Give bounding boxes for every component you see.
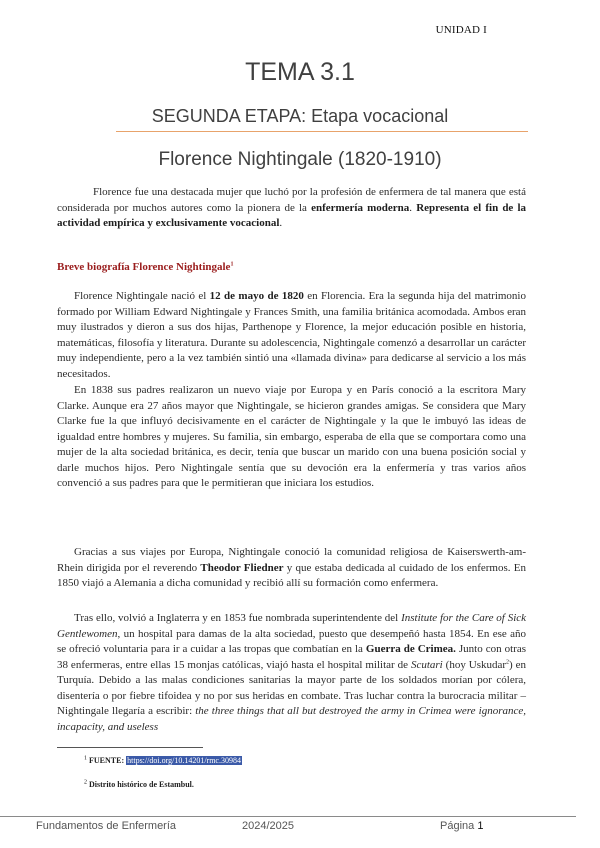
unit-header: UNIDAD I (435, 24, 487, 36)
page-number: 1 (477, 820, 484, 832)
paragraph-crimea: Tras ello, volvió a Inglaterra y en 1853 fue nombrada superintendente del Institute for the Care of Sick Gentlewomen, un hospital para damas de la alta sociedad, puesto que desempeñó hasta 1854. En ese año se ofreció voluntaria para ir a cuidar a las tropas que combatían en la Guerra de Crimea. Junto con otras 38 enfermeras, entre ellas 15 monjas católicas, viajó hasta el hospital militar de Scutari (hoy Uskudar$^2$) en Turquía. Debido a las malas condiciones sanitarias la mayor parte de los soldados morían por cólera, disentería o por fiebre tifoidea y no por sus heridas en combate. Tras luchar contra la burocracia militar – Nightingale llegaría a escribir: the three things that all but destroyed the army in Crimea were ignorance, incapacity, and useless (57, 612, 527, 733)
crimea-war: Guerra de Crimea. (365, 643, 456, 655)
paragraph-birth: Florence Nightingale nació el 12 de mayo de 1820 en Florencia. Era la segunda hija del matrimonio formado por William Edward Nightingale y Frances Smith, una familia británica acomodada. Ambos eran muy ilustrados y dieron a sus dos hijas, Parthenope y Florence, la mejor educación posible en historia, matemáticas, filosofía y literatura. Durante su adolescencia, Nightingale comenzó a desarrollar un carácter muy independiente, pero a la vez también sintió una «llamada divina» para dedicarse al servicio a los más necesitados. (57, 290, 526, 380)
title-divider (116, 131, 528, 132)
quote-italic: the three things that all but destroyed the army in Crimea were ignorance, incapacity, and useless (57, 705, 526, 733)
footnote-ref-1[interactable]: 1 (230, 261, 234, 268)
footnote-1: $^1$ FUENTE: https://doi.org/10.14201/rmc.30984 (84, 755, 241, 765)
intro-bold-term: enfermería moderna (311, 201, 410, 214)
footer-page: Página 1 (440, 820, 484, 832)
footnote-divider (57, 747, 203, 748)
paragraph-kaiserswerth: Gracias a sus viajes por Europa, Nightingale conoció la comunidad religiosa de Kaiserswerth-am-Rhein dirigida por el reverendo Theodor Fliedner y que estaba dedicada al cuidado de los enfermos. En 1850 viajó a Alemania a dicha comunidad y recibió allí su formación como enfermera. (57, 546, 526, 589)
paragraph-travel: En 1838 sus padres realizaron un nuevo viaje por Europa y en París conoció a la escritora Mary Clarke. Aunque era 27 años mayor que Nightingale, se hicieron grandes amigas. Se considera que Mary Clarke fue la que influyó decisivamente en el carácter de Nightingale y la que le imbuyó las ideas de igualdad entre hombres y mujeres. Su familia, sin embargo, esperaba de ella que se comportara como una mujer de la alta sociedad británica, es decir, tenía que buscar un marido con una buena posición social y darle muchos hijos. Pero Nightingale sentía que su devoción era la enfermería y tras varios años convenció a sus padres para que le permitieran que iniciara los estudios. (57, 384, 526, 489)
fliedner-name: Theodor Fliedner (200, 561, 284, 574)
footer-divider (0, 816, 576, 817)
footer-year: 2024/2025 (242, 820, 294, 832)
birth-date: 12 de mayo de 1820 (209, 290, 304, 302)
intro-paragraph: Florence fue una destacada mujer que luchó por la profesión de enfermera de tal manera que está considerada por muchos autores como la pionera de la enfermería moderna. Representa el fin de la actividad empírica y exclusivamente vocacional. (57, 186, 527, 229)
footnote-ref-2[interactable]: 2 (506, 658, 510, 665)
footnote-source-link[interactable]: https://doi.org/10.14201/rmc.30984 (127, 756, 241, 765)
section-heading: Breve biografía Florence Nightingale$^1$ (57, 261, 234, 273)
footnote-2: $^2$ Distrito histórico de Estambul. (84, 779, 194, 789)
intro-bold-statement: Representa el fin de la actividad empírica y exclusivamente vocacional (57, 201, 527, 229)
footer-course: Fundamentos de Enfermería (36, 820, 177, 832)
page-subtitle: SEGUNDA ETAPA: Etapa vocacional (151, 106, 449, 126)
page-title: TEMA 3.1 (245, 58, 355, 86)
person-title: Florence Nightingale (1820-1910) (158, 149, 442, 170)
